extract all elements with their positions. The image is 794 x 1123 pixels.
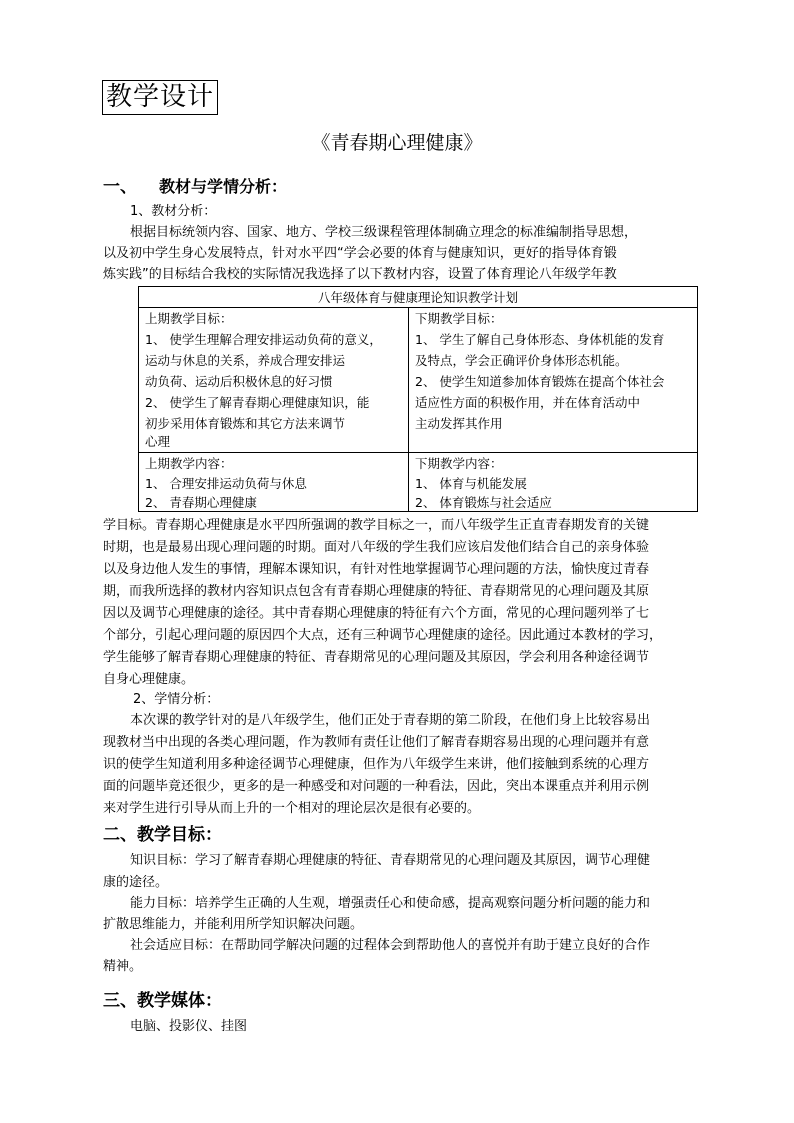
para3-line: 现教材当中出现的各类心理问题，作为教师有责任让他们了解青春期容易出现的心理问题并有意 [103,735,650,750]
para3-line: 本次课的教学针对的是八年级学生，他们正处于青春期的第二阶段，在他们身上比较容易出 [130,713,651,728]
document-type-box: 教学设计 [102,80,218,115]
left-goal-line: 动负荷、运动后积极休息的好习惯 [145,374,333,389]
left-goal-line: 运动与休息的关系，养成合理安排运 [145,353,346,368]
section-2-line: 康的途径。 [103,875,169,890]
left-content-line: 2、 青春期心理健康 [145,495,257,510]
para2-line: 因以及调节心理健康的途径。其中青春期心理健康的特征有六个方面，常见的心理问题列举了七 [103,606,650,621]
right-goal-label: 下期教学目标： [415,311,503,326]
right-goal-line: 主动发挥其作用 [415,416,503,431]
para3-line: 面的问题毕竟还很少，更多的是一种感受和对问题的一种看法，因此，突出本课重点并利用示例 [103,779,650,794]
section-1-title: 教材与学情分析： [159,177,288,196]
left-goal-line: 心理 [145,434,171,449]
para3-line: 识的使学生知道利用多种途径调节心理健康，但作为八年级学生来讲，他们接触到系统的心理方 [103,757,650,772]
para2-line: 学生能够了解青春期心理健康的特征、青春期常见的心理问题及其原因，学会利用各种途径调节 [103,650,650,665]
teaching-plan-table [138,286,698,512]
subsection-textbook-title: 1、教材分析： [130,204,217,219]
subsection-student-title: 2、学情分析： [133,692,220,707]
para1-line-2: 炼实践”的目标结合我校的实际情况我选择了以下教材内容，设置了体育理论八年级学年教 [103,267,617,282]
section-2-line: 精神。 [103,959,143,974]
section-2-line: 知识目标：学习了解青春期心理健康的特征、青春期常见的心理问题及其原因，调节心理健 [130,853,651,868]
section-2-heading: 二、教学目标： [103,825,222,845]
para2-line: 学目标。青春期心理健康是水平四所强调的教学目标之一，而八年级学生正直青春期发育的关键 [103,518,650,533]
left-goal-label: 上期教学目标： [145,311,233,326]
table-title: 八年级体育与健康理论知识教学计划 [317,290,518,305]
right-goal-line: 1、 学生了解自己身体形态、身体机能的发育 [415,332,665,347]
right-goal-line: 适应性方面的积极作用，并在体育活动中 [415,395,641,410]
left-content-label: 上期教学内容： [145,456,233,471]
para2-line: 时期，也是最易出现心理问题的时期。面对八年级的学生我们应该启发他们结合自己的亲身体验 [103,540,650,555]
right-goal-line: 2、 使学生知道参加体育锻炼在提高个体社会 [415,374,665,389]
para1-line-0: 根据目标统领内容、国家、地方、学校三级课程管理体制确立理念的标准编制指导思想， [130,225,638,240]
section-2-line: 社会适应目标：在帮助同学解决问题的过程体会到帮助他人的喜悦并有助于建立良好的合作 [130,938,651,953]
left-goal-line: 初步采用体育锻炼和其它方法来调节 [145,416,346,431]
section-1-heading [103,172,287,197]
para2-line: 期，而我所选择的教材内容知识点包含有青春期心理健康的特征、青春期常见的心理问题及其原 [103,584,650,599]
section-2-line: 扩散思维能力，并能利用所学知识解决问题。 [103,917,364,932]
left-goal-line: 1、 使学生理解合理安排运动负荷的意义， [145,332,382,347]
right-content-label: 下期教学内容： [415,456,503,471]
left-goal-line: 2、 使学生了解青春期心理健康知识，能 [145,395,370,410]
right-goal-line: 及特点，学会正确评价身体形态机能。 [415,353,628,368]
document-title: 《青春期心理健康》 [311,132,483,154]
para2-line: 个部分，引起心理问题的原因四个大点，还有三种调节心理健康的途径。因此通过本教材的学习， [103,628,663,643]
right-content-line: 1、 体育与机能发展 [415,476,527,491]
section-1-number: 一、 [103,177,137,197]
para1-line-1: 以及初中学生身心发展特点，针对水平四“学会必要的体育与健康知识，更好的指导体育锻 [103,246,617,261]
section-2-line: 能力目标：培养学生正确的人生观，增强责任心和使命感，提高观察问题分析问题的能力和 [130,896,651,911]
para2-line: 自身心理健康。 [103,672,195,687]
section-3-heading: 三、教学媒体： [103,991,222,1011]
para2-line: 以及身边他人发生的事情，理解本课知识，有针对性地掌握调节心理问题的方法，愉快度过青春 [103,562,650,577]
left-content-line: 1、 合理安排运动负荷与休息 [145,476,307,491]
right-content-line: 2、 体育锻炼与社会适应 [415,495,552,510]
para3-line: 来对学生进行引导从而上升的一个相对的理论层次是很有必要的。 [103,801,481,816]
section-3-text: 电脑、投影仪、挂图 [130,1019,248,1034]
